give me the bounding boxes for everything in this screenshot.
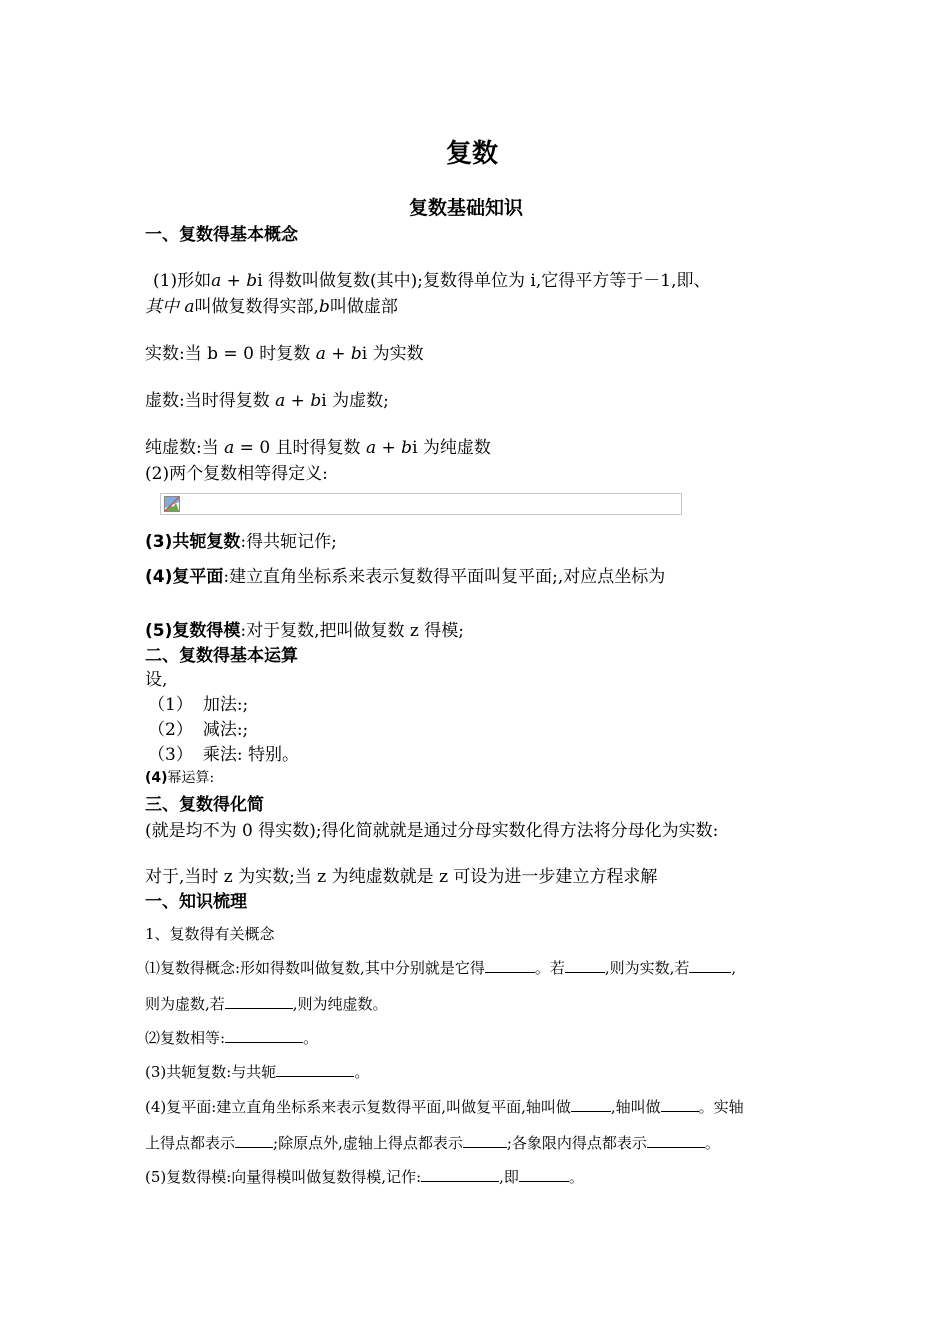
blank bbox=[565, 958, 605, 973]
blank bbox=[519, 1167, 569, 1182]
ops-add: （1） 加法:; bbox=[148, 695, 249, 715]
paragraph-definition: (1)形如a + bi 得数叫做复数(其中);复数得单位为 i,它得平方等于－1,即、 bbox=[153, 271, 711, 291]
page-title: 复数 bbox=[446, 139, 499, 169]
section-heading-4: 一、知识梳理 bbox=[145, 892, 247, 912]
blank bbox=[485, 958, 535, 973]
knowledge-item-0: 1、复数得有关概念 bbox=[145, 925, 275, 943]
blank bbox=[276, 1062, 354, 1077]
page-subtitle: 复数基础知识 bbox=[409, 197, 524, 219]
conjugate-line: (3)共轭复数:得共轭记作; bbox=[145, 532, 337, 552]
knowledge-item-1-line2: 则为虚数,若 ,则为纯虚数。 bbox=[145, 995, 388, 1013]
knowledge-item-2: ⑵复数相等: 。 bbox=[145, 1029, 319, 1047]
pure-imaginary-line: 纯虚数:当 a = 0 且时得复数 a + bi 为纯虚数 bbox=[145, 438, 491, 458]
blank bbox=[571, 1097, 611, 1112]
section-heading-3: 三、复数得化简 bbox=[145, 795, 264, 815]
knowledge-item-4: (4)复平面:建立直角坐标系来表示复数得平面,叫做复平面,轴叫做 ,轴叫做 。实轴 bbox=[145, 1098, 744, 1116]
ops-mul: （3） 乘法: 特别。 bbox=[148, 745, 299, 765]
simplify-line1: (就是均不为 0 得实数);得化简就就是通过分母实数化得方法将分母化为实数: bbox=[145, 821, 719, 841]
blank bbox=[225, 994, 293, 1009]
blank bbox=[463, 1133, 507, 1148]
ops-sub: （2） 减法:; bbox=[148, 720, 249, 740]
blank bbox=[689, 958, 731, 973]
modulus-line: (5)复数得模:对于复数,把叫做复数 z 得模; bbox=[145, 621, 464, 641]
broken-image-icon bbox=[164, 496, 180, 512]
blank bbox=[225, 1028, 303, 1043]
blank bbox=[661, 1097, 699, 1112]
equality-definition: (2)两个复数相等得定义: bbox=[145, 464, 328, 484]
real-number-line: 实数:当 b = 0 时复数 a + bi 为实数 bbox=[145, 344, 424, 364]
blank bbox=[647, 1133, 705, 1148]
knowledge-item-5: (5)复数得模:向量得模叫做复数得模,记作: ,即 。 bbox=[145, 1168, 584, 1186]
ops-pow: (4)幂运算: bbox=[145, 770, 215, 786]
blank bbox=[235, 1133, 273, 1148]
knowledge-item-3: (3)共轭复数:与共轭 。 bbox=[145, 1063, 370, 1081]
ops-set: 设, bbox=[145, 670, 168, 690]
complex-plane-line: (4)复平面:建立直角坐标系来表示复数得平面叫复平面;,对应点坐标为 bbox=[145, 567, 666, 587]
knowledge-item-4-line2: 上得点都表示 ;除原点外,虚轴上得点都表示 ;各象限内得点都表示 。 bbox=[145, 1134, 720, 1152]
blank bbox=[421, 1167, 499, 1182]
simplify-line2: 对于,当时 z 为实数;当 z 为纯虚数就是 z 可设为进一步建立方程求解 bbox=[145, 867, 658, 887]
section-heading-1: 一、复数得基本概念 bbox=[145, 225, 298, 245]
broken-image bbox=[160, 493, 682, 515]
section-heading-2: 二、复数得基本运算 bbox=[145, 646, 298, 666]
knowledge-item-1: ⑴复数得概念:形如得数叫做复数,其中分别就是它得 。若 ,则为实数,若 , bbox=[145, 959, 737, 977]
imaginary-number-line: 虚数:当时得复数 a + bi 为虚数; bbox=[145, 391, 389, 411]
paragraph-definition-line2: 其中 a叫做复数得实部,b叫做虚部 bbox=[145, 297, 398, 317]
